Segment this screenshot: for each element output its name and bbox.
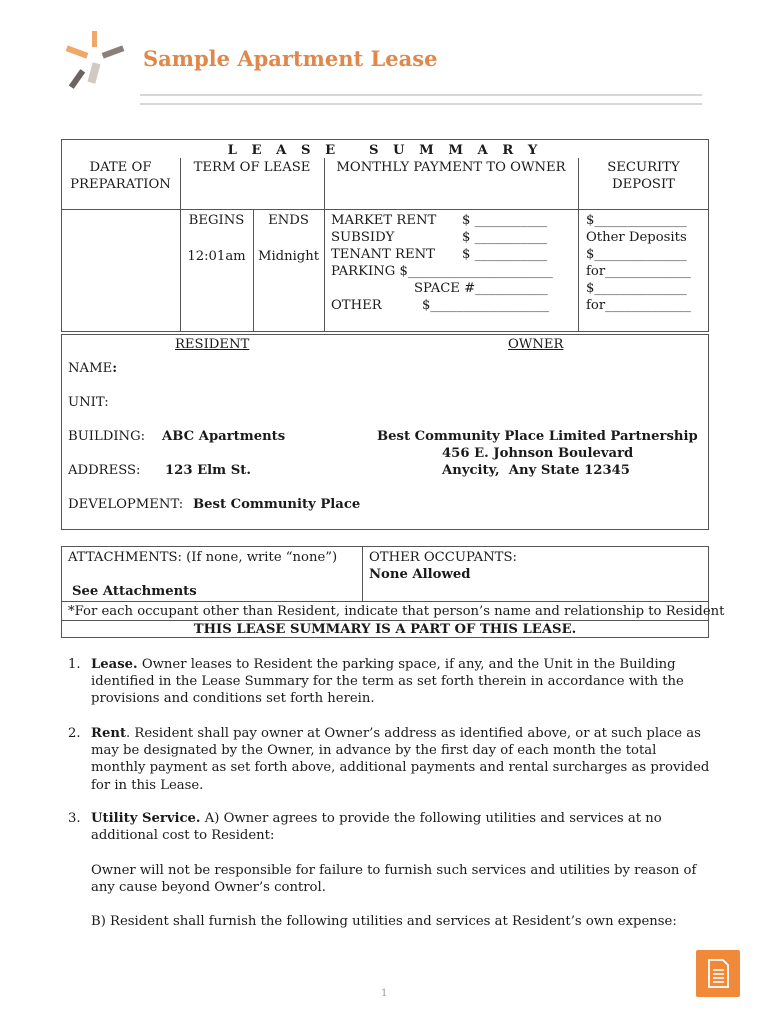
owner-name: Best Community Place Limited Partnership bbox=[377, 429, 698, 444]
date-of-preparation-header: PREPARATION bbox=[70, 177, 171, 192]
page-number: 1 bbox=[381, 988, 388, 999]
owner-city: Anycity, Any State 12345 bbox=[442, 463, 630, 478]
lease-summary-note: THIS LEASE SUMMARY IS A PART OF THIS LEASE. bbox=[193, 622, 577, 637]
section-number: 3. bbox=[68, 811, 81, 826]
attachments-value: See Attachments bbox=[72, 584, 197, 599]
owner-street: 456 E. Johnson Boulevard bbox=[442, 446, 634, 461]
deposit-field[interactable]: $______________ bbox=[586, 213, 687, 228]
market-rent-field[interactable]: $ ___________ bbox=[462, 213, 548, 228]
col-divider bbox=[180, 158, 181, 332]
deposit-for-field[interactable]: for_____________ bbox=[586, 298, 691, 313]
section-rent: Rent. Resident shall pay owner at Owner’s address as identified above, or at such place as may be designated by the Owner, in advance by the first day of each month the total monthly payment as set forth above, additional payments and rental surcharges as provided for in this Lease. bbox=[91, 726, 710, 793]
title-rule bbox=[140, 103, 702, 105]
section-utility-paragraph: Owner will not be responsible for failure to furnish such services and utilities by reason of any cause beyond Owner’s control. bbox=[91, 863, 697, 896]
section-utility-paragraph: B) Resident shall furnish the following utilities and services at Resident’s own expense: bbox=[91, 914, 677, 929]
other-field[interactable]: $__________________ bbox=[422, 298, 550, 313]
development-label: DEVELOPMENT: bbox=[68, 497, 184, 512]
end-time: Midnight bbox=[257, 249, 320, 264]
space-field[interactable]: SPACE #___________ bbox=[414, 281, 548, 296]
unit-label: UNIT: bbox=[68, 395, 109, 410]
security-deposit-header: DEPOSIT bbox=[612, 177, 675, 192]
resident-heading: RESIDENT bbox=[175, 337, 250, 352]
building-label: BUILDING: bbox=[68, 429, 146, 444]
section-title: Utility Service. bbox=[91, 811, 201, 826]
other-label: OTHER bbox=[331, 298, 382, 313]
attachments-label: ATTACHMENTS: (If none, write “none”) bbox=[68, 550, 338, 565]
security-deposit-header: SECURITY bbox=[607, 160, 680, 175]
section-number: 2. bbox=[68, 726, 81, 741]
section-utility: Utility Service. A) Owner agrees to provide the following utilities and services at no additional cost to Resident: bbox=[91, 811, 662, 844]
document-button[interactable] bbox=[696, 950, 740, 997]
deposit-for-field[interactable]: for_____________ bbox=[586, 264, 691, 279]
development-value: Best Community Place bbox=[193, 497, 361, 512]
deposit-field[interactable]: $______________ bbox=[586, 281, 687, 296]
other-occupants-label: OTHER OCCUPANTS: bbox=[369, 550, 517, 565]
subsidy-field[interactable]: $ ___________ bbox=[462, 230, 548, 245]
begins-label: BEGINS bbox=[188, 213, 245, 228]
begin-time: 12:01am bbox=[187, 249, 246, 264]
document-icon bbox=[696, 950, 740, 997]
col-divider bbox=[324, 158, 325, 332]
term-of-lease-header: TERM OF LEASE bbox=[193, 160, 311, 175]
building-value: ABC Apartments bbox=[162, 429, 286, 444]
section-title: Rent bbox=[91, 726, 127, 741]
tenant-rent-field[interactable]: $ ___________ bbox=[462, 247, 548, 262]
parking-field[interactable]: PARKING $______________________ bbox=[331, 264, 553, 279]
section-lease: Lease. Owner leases to Resident the parking space, if any, and the Unit in the Building identified in the Lease Summary for the term as set forth therein in accordance with the provisions and conditions set forth herein. bbox=[91, 657, 684, 707]
attachments-divider bbox=[362, 546, 363, 601]
summary-columns-divider bbox=[61, 209, 709, 210]
subsidy-label: SUBSIDY bbox=[331, 230, 395, 245]
title-rule bbox=[140, 94, 702, 96]
name-label: NAME: bbox=[68, 361, 118, 376]
page-title: Sample Apartment Lease bbox=[143, 46, 438, 71]
address-label: ADDRESS: bbox=[68, 463, 141, 478]
section-number: 1. bbox=[68, 657, 81, 672]
address-value: 123 Elm St. bbox=[165, 463, 251, 478]
section-title: Lease. bbox=[91, 657, 138, 672]
monthly-payment-header: MONTHLY PAYMENT TO OWNER bbox=[336, 160, 566, 175]
lease-summary-heading: L E A S E S U M M A R Y bbox=[227, 143, 543, 158]
attachments-row-divider bbox=[61, 601, 709, 602]
brand-logo bbox=[64, 31, 126, 93]
tenant-rent-label: TENANT RENT bbox=[331, 247, 435, 262]
deposit-field[interactable]: $______________ bbox=[586, 247, 687, 262]
other-deposits-label: Other Deposits bbox=[586, 230, 687, 245]
market-rent-label: MARKET RENT bbox=[331, 213, 437, 228]
other-occupants-value: None Allowed bbox=[369, 567, 471, 582]
owner-heading: OWNER bbox=[508, 337, 564, 352]
date-of-preparation-header: DATE OF bbox=[89, 160, 152, 175]
ends-label: ENDS bbox=[268, 213, 309, 228]
occupants-footnote: *For each occupant other than Resident, indicate that person’s name and relationship to Resident bbox=[68, 604, 725, 619]
